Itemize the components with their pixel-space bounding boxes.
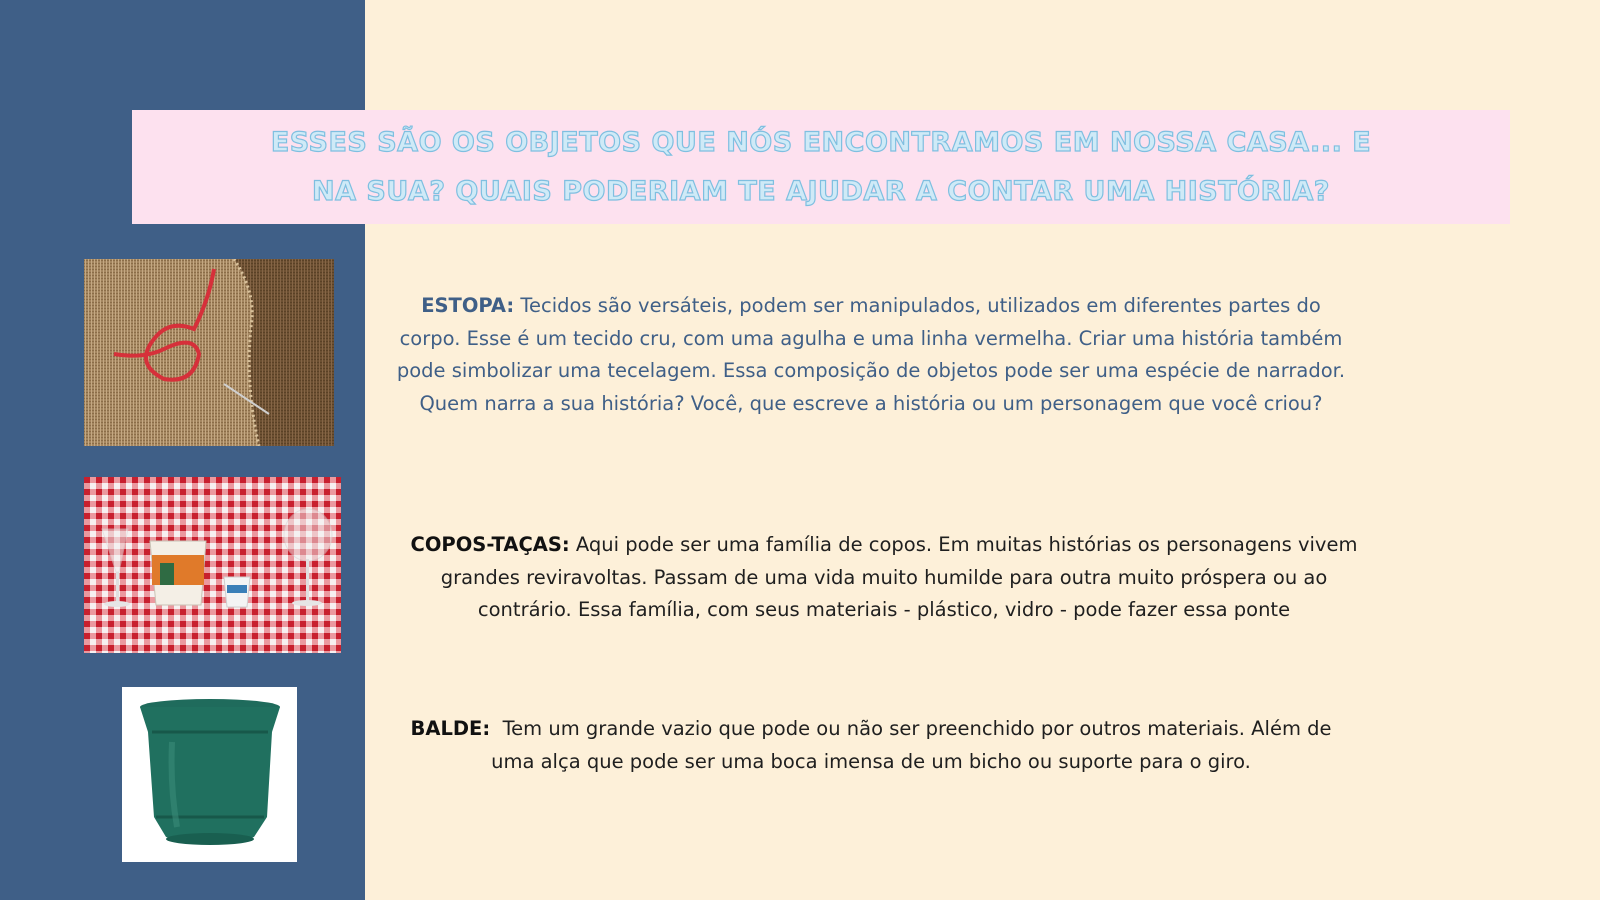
copos-description [392,529,1376,627]
estopa-text: Tecidos são versáteis, podem ser manipulados, utilizados em diferentes partes do corpo. Esse é um tecido cru, com uma agulha e uma linha vermelha. Criar uma história também pode simbolizar uma tecelagem. Essa composição de objetos pode ser uma espécie de narrador. Quem narra a sua história? Você, que escreve a história ou um personagem que você criou? [396,294,1346,415]
title-banner [132,110,1510,224]
copos-label: COPOS-TAÇAS: [410,533,570,556]
estopa-description [392,290,1350,420]
bucket-icon [122,687,297,862]
cups-icon [84,477,341,653]
page-title [261,118,1381,216]
title-line-2: NA SUA? QUAIS PODERIAM TE AJUDAR A CONTAR UMA HISTÓRIA? [312,176,1330,207]
title-line-1: ESSES SÃO OS OBJETOS QUE NÓS ENCONTRAMOS EM NOSSA CASA... E [270,127,1372,158]
balde-text: Tem um grande vazio que pode ou não ser preenchido por outros materiais. Além de uma alça que pode ser uma boca imensa de um bicho ou suporte para o giro. [491,717,1332,773]
burlap-icon [84,259,334,446]
balde-photo [122,687,297,862]
estopa-photo [84,259,334,446]
balde-description [392,713,1350,778]
copos-text: Aqui pode ser uma família de copos. Em muitas histórias os personagens vivem grandes reviravoltas. Passam de uma vida muito humilde para outra muito próspera ou ao contrário. Essa família, com seus materiais - plástico, vidro - pode fazer essa ponte [440,533,1358,621]
balde-label: BALDE: [410,717,491,740]
estopa-label: ESTOPA: [421,294,515,317]
copos-photo [84,477,341,653]
